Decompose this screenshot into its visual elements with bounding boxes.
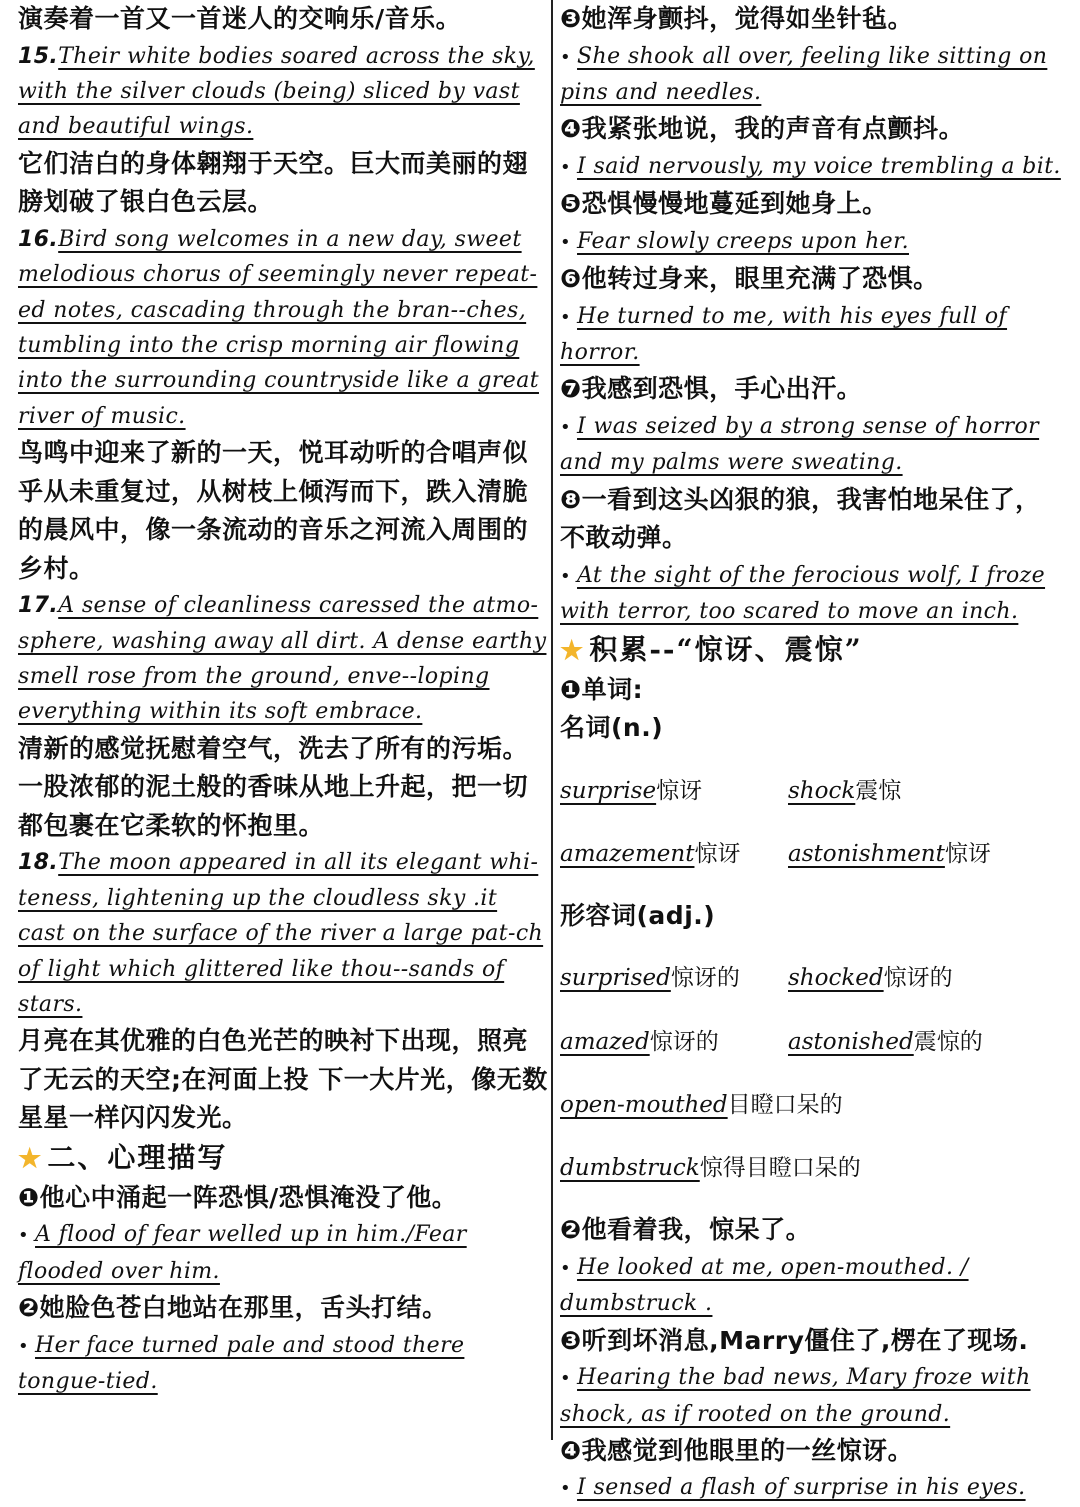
chinese-sentence: 一看到这头凶狠的狼，我害怕地呆住了，不敢动弹。 (560, 484, 1041, 553)
english-sentence: At the sight of the ferocious wolf, I froze with terror, too scared to move an inch. (560, 562, 1046, 625)
chinese-translation: 清新的感觉抚慰着空气，洗去了所有的污垢。一股浓郁的泥土般的香味从地上升起，把一切都包裹在它柔软的怀抱里。 (18, 733, 529, 840)
circled-number: ❻ (560, 264, 582, 294)
chinese-sentence: 听到坏消息,Marry僵住了,楞在了现场. (581, 1325, 1029, 1355)
psych-item (560, 260, 1065, 370)
bullet-icon: • (560, 46, 572, 68)
vocab-row (560, 1148, 1065, 1188)
vocab-row (560, 958, 1065, 998)
english-sentence: She shook all over, feeling like sitting on pins and needles. (560, 43, 1048, 105)
psych-item (560, 110, 1065, 185)
item-number: 15. (18, 43, 59, 69)
circled-number: ❸ (560, 1325, 582, 1355)
star-icon: ★ (560, 635, 586, 666)
chinese-sentence: 我感到恐惧，手心出汗。 (581, 374, 863, 404)
vocab-row (560, 1022, 1065, 1062)
english-sentence: Her face turned pale and stood there tongue-tied. (18, 1332, 465, 1395)
english-sentence: A sense of cleanliness caressed the atmo-sphere, washing away all dirt. A dense earthy smell rose from the ground, enve--loping everything within its soft embrace. (18, 593, 547, 725)
english-sentence: A flood of fear welled up in him./Fear flooded over him. (18, 1222, 467, 1284)
adj-label: 形容词(adj.) (560, 900, 716, 930)
chinese-sentence: 他转过身来，眼里充满了恐惧。 (581, 264, 939, 294)
chinese-sentence: 我感觉到他眼里的一丝惊讶。 (581, 1435, 914, 1465)
bullet-icon: • (560, 231, 572, 253)
english-sentence: Bird song welcomes in a new day, sweet melodious chorus of seemingly never repeat-ed notes, cascading through the bran--ches, tumbling into the crisp morning air flowing into the surrounding countryside like a great river of music. (18, 226, 539, 429)
item-number: 16. (18, 226, 59, 252)
bullet-icon: • (18, 1225, 30, 1247)
vocab-pair: astonishment惊讶 (788, 840, 991, 867)
vocab-pair: shock震惊 (788, 777, 902, 804)
chinese-translation: 鸟鸣中迎来了新的一天，悦耳动听的合唱声似乎从未重复过，从树枝上倾泻而下，跌入清脆的晨风中，像一条流动的音乐之河流入周围的乡村。 (18, 438, 529, 583)
chinese-sentence: 我紧张地说，我的声音有点颤抖。 (581, 114, 965, 144)
vocab-row (560, 771, 1065, 811)
chinese-sentence: 他看着我，惊呆了。 (581, 1215, 812, 1245)
psych-item (560, 185, 1065, 260)
chinese-sentence: 她浑身颤抖，觉得如坐针毡。 (581, 4, 914, 33)
item-18 (18, 845, 550, 1138)
accumulation-heading: ★ 积累--“惊讶、震惊” (560, 632, 863, 666)
vocab-pair: amazed惊讶的 (560, 1028, 719, 1055)
example-item (560, 1322, 1065, 1432)
english-sentence: I was seized by a strong sense of horror and my palms were sweating. (560, 413, 1040, 476)
circled-number: ❹ (560, 114, 582, 144)
circled-number: ❼ (560, 374, 582, 404)
vocab-pair: dumbstruck惊得目瞪口呆的 (560, 1155, 861, 1182)
column-divider (551, 0, 553, 1440)
vocab-pair: amazement惊讶 (560, 840, 741, 867)
circled-number: ❷ (560, 1215, 582, 1245)
item-16 (18, 222, 550, 588)
noun-label: 名词(n.) (560, 713, 664, 743)
item-number: 18. (18, 850, 59, 876)
psych-item (560, 370, 1065, 480)
item-17 (18, 588, 550, 845)
psych-item (18, 1179, 550, 1289)
english-sentence: Their white bodies soared across the sky, with the silver clouds (being) sliced by vast and beautiful wings. (18, 43, 535, 140)
chinese-translation: 它们洁白的身体翱翔于天空。巨大而美丽的翅膀划破了银白色云层。 (18, 148, 529, 217)
example-item (560, 1432, 1065, 1507)
vocab-row (560, 834, 1065, 874)
vocab-row (560, 1085, 1065, 1125)
words-label: ❶单词: (560, 674, 644, 704)
bullet-icon: • (560, 416, 572, 438)
chinese-sentence: 恐惧慢慢地蔓延到她身上。 (581, 189, 888, 219)
section-heading: ★ 二、心理描写 (18, 1140, 228, 1174)
bullet-icon: • (18, 1335, 30, 1357)
chinese-translation: 月亮在其优雅的白色光芒的映衬下出现，照亮了无云的天空;在河面上投 下一大片光，像无数星星一样闪闪发光。 (18, 1026, 548, 1133)
top-line: 演奏着一首又一首迷人的交响乐/音乐。 (18, 4, 462, 33)
bullet-icon: • (560, 565, 572, 587)
bullet-icon: • (560, 1478, 572, 1500)
psych-item (560, 481, 1065, 630)
circled-number: ❶ (18, 1182, 40, 1212)
chinese-sentence: 她脸色苍白地站在那里，舌头打结。 (39, 1293, 448, 1323)
english-sentence: He looked at me, open-mouthed. / dumbstruck . (560, 1254, 969, 1317)
item-number: 17. (18, 593, 59, 619)
english-sentence: Hearing the bad news, Mary froze with shock, as if rooted on the ground. (560, 1365, 1031, 1427)
vocab-pair: open-mouthed目瞪口呆的 (560, 1091, 843, 1118)
circled-number: ❹ (560, 1435, 582, 1465)
bullet-icon: • (560, 1257, 572, 1279)
circled-number: ❷ (18, 1293, 40, 1323)
chinese-sentence: 他心中涌起一阵恐惧/恐惧淹没了他。 (39, 1182, 458, 1212)
english-sentence: I said nervously, my voice trembling a bit. (577, 153, 1061, 179)
example-item (560, 1211, 1065, 1321)
english-sentence: The moon appeared in all its elegant whi-teness, lightening up the cloudless sky .it cast on the surface of the river a large pat-ch of light which glittered like thou--sands of stars. (18, 850, 544, 1017)
psych-item (560, 0, 1065, 110)
vocab-pair: surprised惊讶的 (560, 965, 740, 992)
circled-number: ❽ (560, 484, 582, 514)
english-sentence: Fear slowly creeps upon her. (577, 228, 909, 254)
circled-number: ❺ (560, 189, 582, 219)
bullet-icon: • (560, 156, 572, 178)
right-column (560, 0, 1065, 1507)
vocab-pair: astonished震惊的 (788, 1028, 983, 1055)
english-sentence: He turned to me, with his eyes full of horror. (560, 303, 1008, 366)
item-15 (18, 39, 550, 222)
psych-item (18, 1289, 550, 1399)
english-sentence: I sensed a flash of surprise in his eyes. (577, 1475, 1026, 1501)
circled-number: ❸ (560, 4, 582, 33)
bullet-icon: • (560, 306, 572, 328)
left-column (18, 0, 550, 1399)
vocab-pair: shocked惊讶的 (788, 965, 953, 992)
bullet-icon: • (560, 1368, 572, 1390)
vocab-pair: surprise惊讶 (560, 777, 703, 804)
star-icon: ★ (18, 1143, 44, 1174)
